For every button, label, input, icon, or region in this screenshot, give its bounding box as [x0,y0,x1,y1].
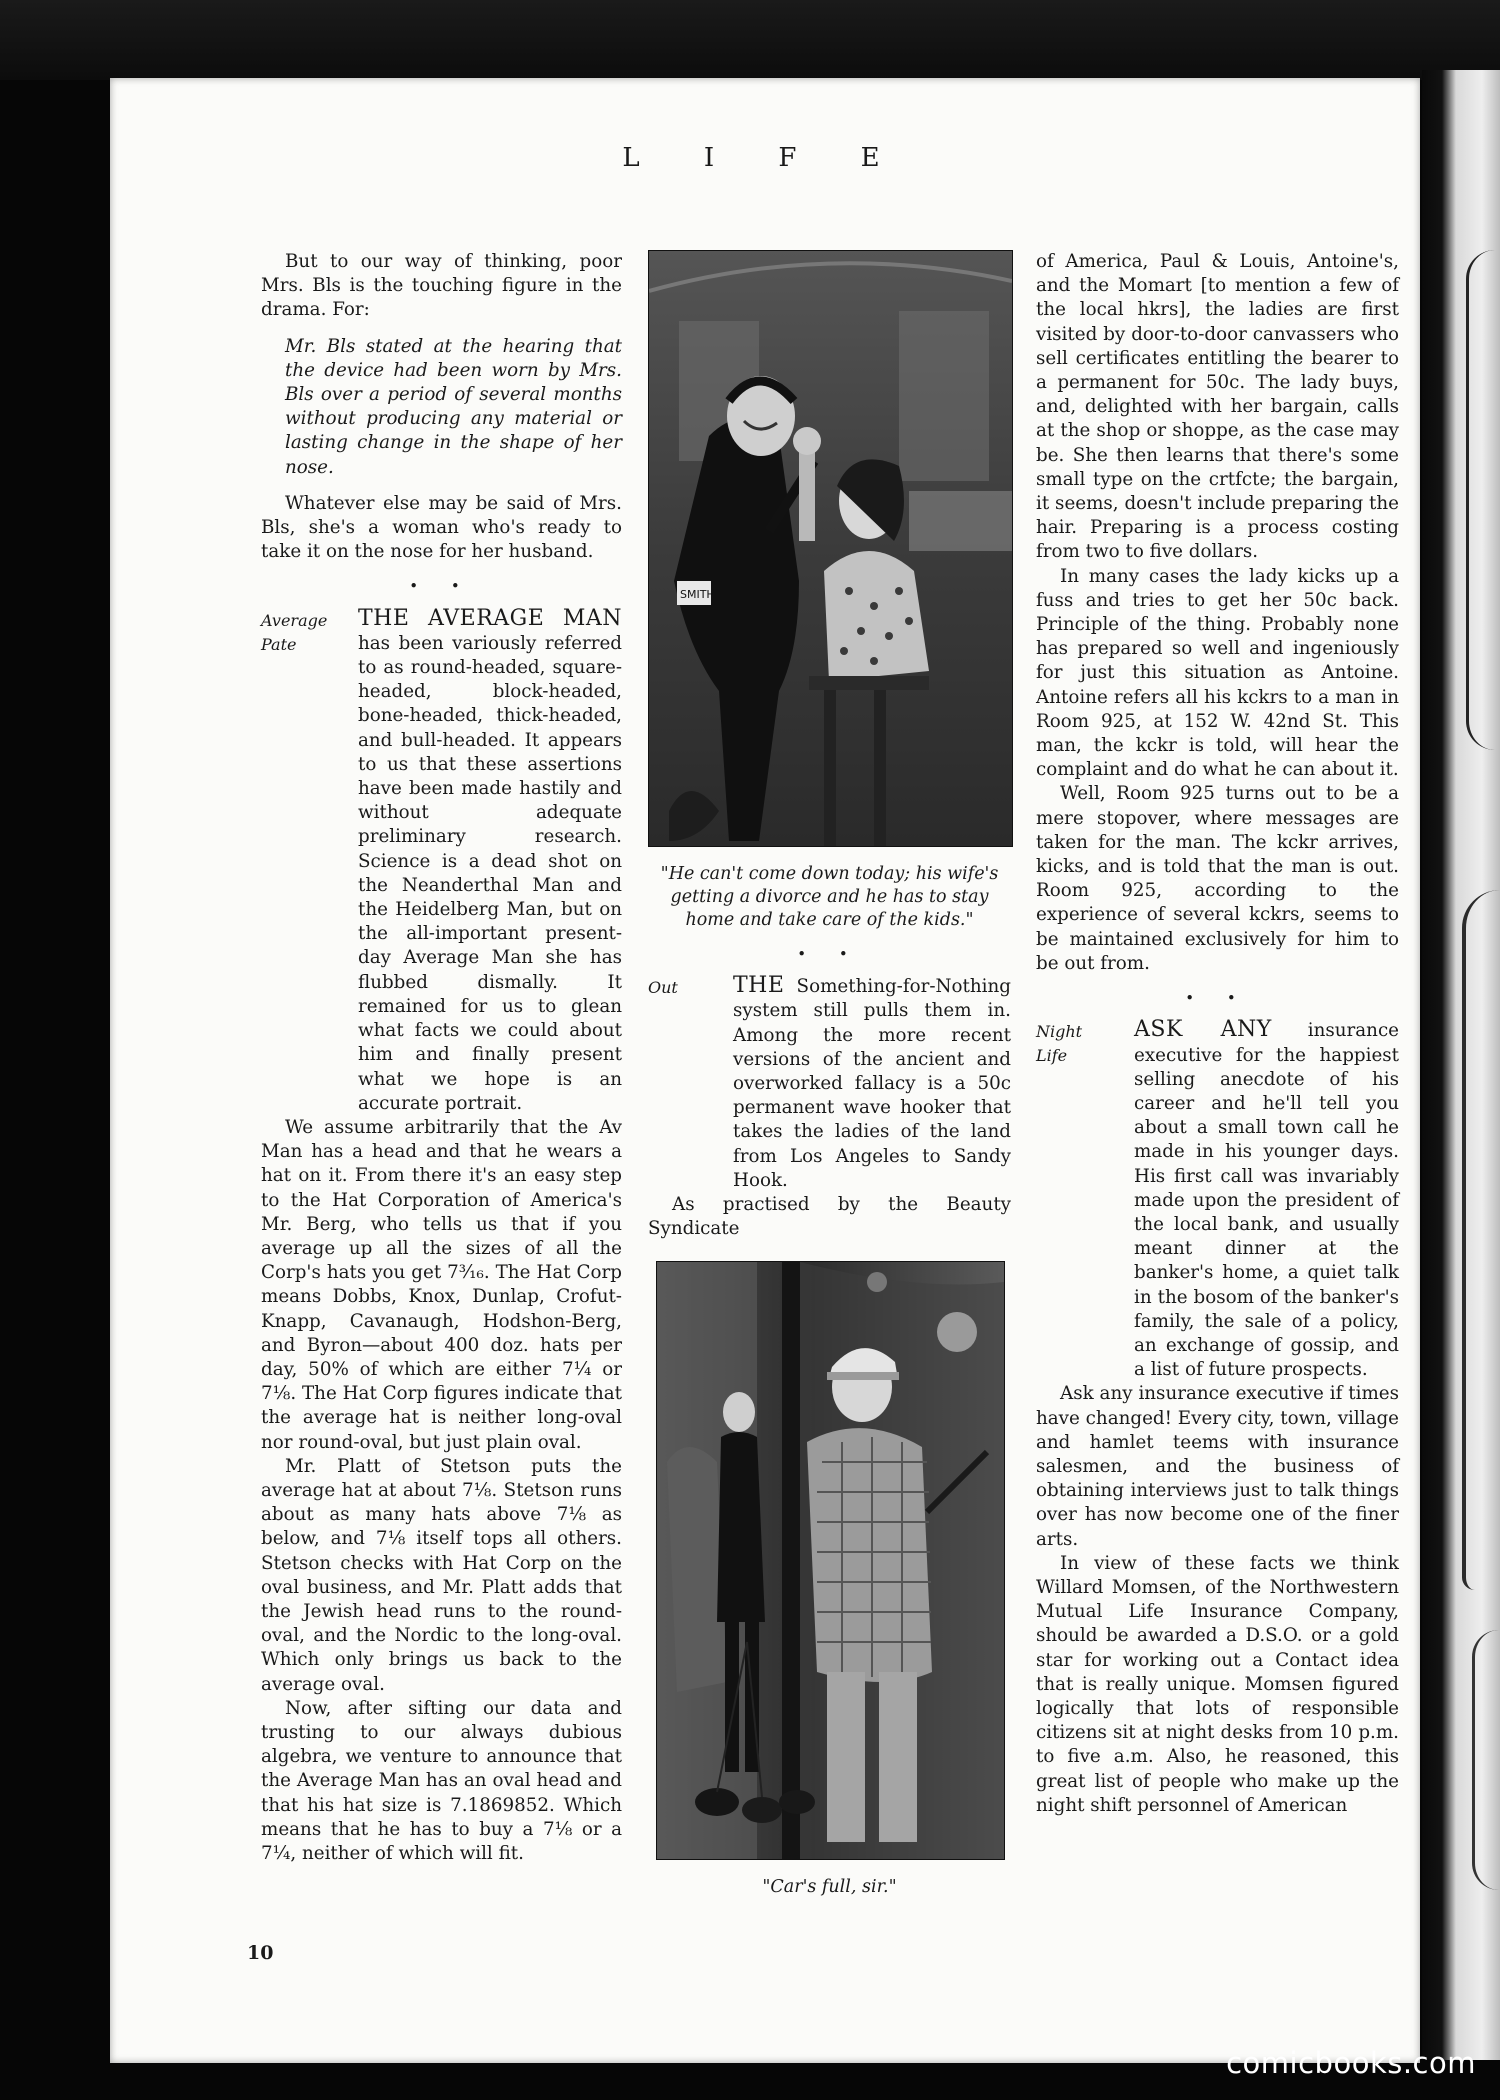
cartoon-illustration-1 [648,250,1013,847]
facing-page-edge-art [1462,890,1500,1590]
section-out [648,974,1011,1193]
margin-label [261,609,351,657]
cartoon-drawing-1 [649,251,1012,846]
paragraph: As practised by the Beauty Syndicate [648,1194,1011,1240]
paragraph: But to our way of thinking, poor Mrs. Bls is the touching figure in the drama. For: [261,251,622,321]
scan-background-top [0,0,1500,80]
sign-text: SMITH [680,588,715,601]
page-number: 10 [247,1942,274,1964]
section-lead-text: has been variously referred to as round-headed, square-headed, block-headed, bone-headed, thick-headed, and bull-headed. It appears to us that these assertions have been made hastily and without adequate preliminary research. Science is a dead shot on the Neanderthal Man and the Heidelberg Man, but on the all-important present-day Average Man she has flubbed dismally. It remained for us to glean what facts we could about him and finally present what we hope is an accurate portrait. [358,632,622,1114]
paragraph: Ask any insurance executive if times have changed! Every city, town, village and hamlet teems with insurance salesmen, and the business of obtaining interviews just to talk things over has now become one of the finer arts. [1036,1383,1399,1550]
section-average-pate [261,607,622,1116]
column-2 [648,250,1011,1899]
paragraph: We assume arbitrarily that the Av Man has a head and that he wears a hat on it. From there it's an easy step to the Hat Corporation of America's Mr. Berg, who tells us that if you average up all the sizes of all the Corp's hats you get 7³⁄₁₆. The Hat Corp means Dobbs, Knox, Dunlap, Crofut-Knapp, Cavanaugh, Hodshon-Berg, and Byron—about 400 doz. hats per day, 50% of which are either 7¼ or 7⅛. The Hat Corp figures indicate that the average hat is neither long-oval nor round-oval, but just plain oval. [261,1116,622,1453]
section-divider: • • [1185,989,1250,1008]
paragraph: of America, Paul & Louis, Antoine's, and the Momart [to mention a few of the local hkrs], the ladies are first visited by door-to-door canvassers who sell certificates entitling the bearer to a permanent for 50c. The lady buys, and, delighted with her bargain, calls at the shop or shoppe, as the case may be. She then learns that there's some small type on the crtfcte; the bargain, it seems, doesn't include preparing the hair. Preparing is a process costing from two to five dollars. [1036,251,1399,563]
section-divider: • • [409,577,474,596]
block-quote: Mr. Bls stated at the hearing that the device had been worn by Mrs. Bls over a period of several months without producing any material or lasting change in the shape of her nose. [285,335,622,478]
margin-label-line: Life [1036,1046,1068,1066]
section-night-life [1036,1018,1399,1382]
paragraph: Whatever else may be said of Mrs. Bls, she's a woman who's ready to take it on the nose for her husband. [261,492,622,563]
margin-label-line: Pate [261,634,297,654]
section-lead-text: insurance executive for the happiest selling anecdote of his career and he'll tell you about a small town call he made in his younger days. His first call was invariably made upon the president of the local bank, and usually meant dinner at the banker's home, a quiet talk in the bosom of the banker's family, the sale of a policy, an exchange of gossip, and a list of future prospects. [1134,1020,1399,1381]
cartoon-caption-2: "Car's full, sir." [762,1877,897,1898]
paragraph: In many cases the lady kicks up a fuss and tries to get her 50c back. Principle of the thing. Probably none has prepared so well and ingeniously for just this situation as Antoine. Antoine refers all his kckrs to a man in Room 925, at 152 W. 42nd St. This man, the kckr is told, will hear the complaint and do what he can about it. [1036,565,1399,781]
section-heading: ASK ANY [1134,1017,1272,1043]
section-heading: THE AVERAGE MAN [358,605,622,631]
margin-label-line: Average [261,610,328,630]
masthead: L I F E [622,143,908,173]
paragraph: In view of these facts we think Willard Momsen, of the Northwestern Mutual Life Insurance Company, should be awarded a D.S.O. or a gold star for working out a Contact idea that is really unique. Momsen figured logically that lots of responsible citizens sit at night desks from 10 p.m. to five a.m. Also, he reasoned, this great list of people who make up the night shift personnel of American [1036,1552,1399,1816]
paragraph: Now, after sifting our data and trusting to our always dubious algebra, we venture to announce that the Average Man has an oval head and that his hat size is 7.1869852. Which means that he has to buy a 7⅛ or a 7¼, neither of which will fit. [261,1697,622,1864]
site-watermark: comicbooks.com [1226,2046,1476,2080]
section-lead [1036,1018,1399,1382]
margin-label-line: Night [1036,1022,1083,1042]
facing-page-edge-art [1466,250,1495,750]
margin-label [1036,1020,1126,1068]
column-3 [1036,250,1399,1818]
section-lead [261,607,622,1116]
section-heading: THE [733,973,785,999]
paragraph: Mr. Platt of Stetson puts the average hat at about 7⅛. Stetson runs about as many hats above 7⅛ as below, and 7⅛ itself tops all others. Stetson checks with Hat Corp on the oval business, and Mr. Platt adds that the Jewish head runs to the round-oval, and the Nordic to the long-oval. Which only brings us back to the average oval. [261,1455,622,1695]
facing-page-edge [1422,70,1500,2060]
section-lead-text: Something-for-Nothing system still pulls them in. Among the more recent versions of the ancient and overworked fallacy is a 50c permanent wave hooker that takes the ladies of the land from Los Angeles to Sandy Hook. [733,976,1011,1191]
cartoon-drawing-2 [657,1262,1004,1859]
paragraph: Well, Room 925 turns out to be a mere stopover, where messages are taken for the man. The kckr arrives, kicks, and is told that the man is out. Room 925, according to the experience of several kckrs, seems to be maintained exclusively for him to be out from. [1036,783,1399,974]
cartoon-caption-1: "He can't come down today; his wife's getting a divorce and he has to stay home and take care of the kids." [660,864,999,930]
margin-label [648,976,738,1000]
cartoon-illustration-2 [656,1261,1005,1860]
section-divider: • • [797,945,862,963]
section-lead [648,974,1011,1193]
column-1 [261,250,622,1866]
facing-page-edge-art [1472,1630,1499,1890]
margin-label-line: Out [648,978,678,998]
